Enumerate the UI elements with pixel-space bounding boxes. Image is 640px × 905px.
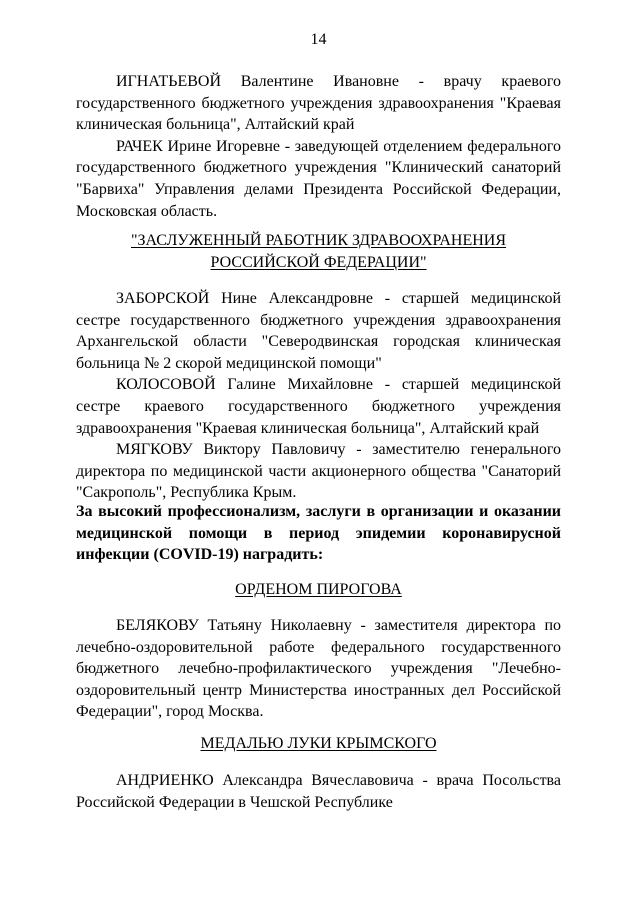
award-statement: За высокий профессионализм, заслуги в организации и оказании медицинской помощи в период эпидемии коронавирусной инфекции (COVID-19) наградить: — [76, 503, 561, 564]
awardee-list-3 — [76, 615, 561, 723]
award-title-order-pirogov — [76, 579, 561, 601]
award-title-medal-luka-krymsky — [76, 733, 561, 755]
awardee-list-2 — [76, 288, 561, 504]
awardee-paragraph: МЯГКОВУ Виктору Павловичу - заместителю генерального директора по медицинской части акционерного общества "Санаторий "Сакрополь", Республика Крым. — [76, 441, 561, 502]
awardee-paragraph: АНДРИЕНКО Александра Вячеславовича - врача Посольства Российской Федерации в Чешской Республике — [76, 772, 561, 811]
awardee-paragraph: ЗАБОРСКОЙ Нине Александровне - старшей медицинской сестре государственного бюджетного учреждения здравоохранения Архангельской области "Северодвинская городская клиническая больница № 2 скорой медицинской помощи" — [76, 290, 561, 372]
awardee-paragraph: КОЛОСОВОЙ Галине Михайловне - старшей медицинской сестре краевого государственного бюджетного учреждения здравоохранения "Краевая клиническая больница", Алтайский край — [76, 376, 561, 437]
awardee-list-1 — [76, 71, 561, 222]
award-title-line: "ЗАСЛУЖЕННЫЙ РАБОТНИК ЗДРАВООХРАНЕНИЯ — [130, 232, 507, 249]
awardee-paragraph: ИГНАТЬЕВОЙ Валентине Ивановне - врачу краевого государственного бюджетного учреждения здравоохранения "Краевая клиническая больница", Алтайский край — [76, 73, 561, 134]
award-title-line: РОССИЙСКОЙ ФЕДЕРАЦИИ" — [210, 253, 427, 271]
awardee-list-4 — [76, 770, 561, 813]
award-statement-block — [76, 501, 561, 566]
award-title-honored-health-worker — [76, 230, 561, 273]
page-number: 14 — [310, 31, 327, 48]
awardee-paragraph: РАЧЕК Ирине Игоревне - заведующей отделением федерального государственного бюджетного учреждения "Клинический санаторий "Барвиха" Управления делами Президента Российской Федерации, Московская область. — [76, 137, 561, 220]
award-title-line: ОРДЕНОМ ПИРОГОВА — [235, 581, 402, 598]
award-title-line: МЕДАЛЬЮ ЛУКИ КРЫМСКОГО — [200, 735, 437, 752]
awardee-paragraph: БЕЛЯКОВУ Татьяну Николаевну - заместителя директора по лечебно-оздоровительной работе федерального государственного бюджетного лечебно-профилактического учреждения "Лечебно-оздоровительный центр Министерства иностранных дел Российской Федерации", город Москва. — [76, 617, 561, 721]
